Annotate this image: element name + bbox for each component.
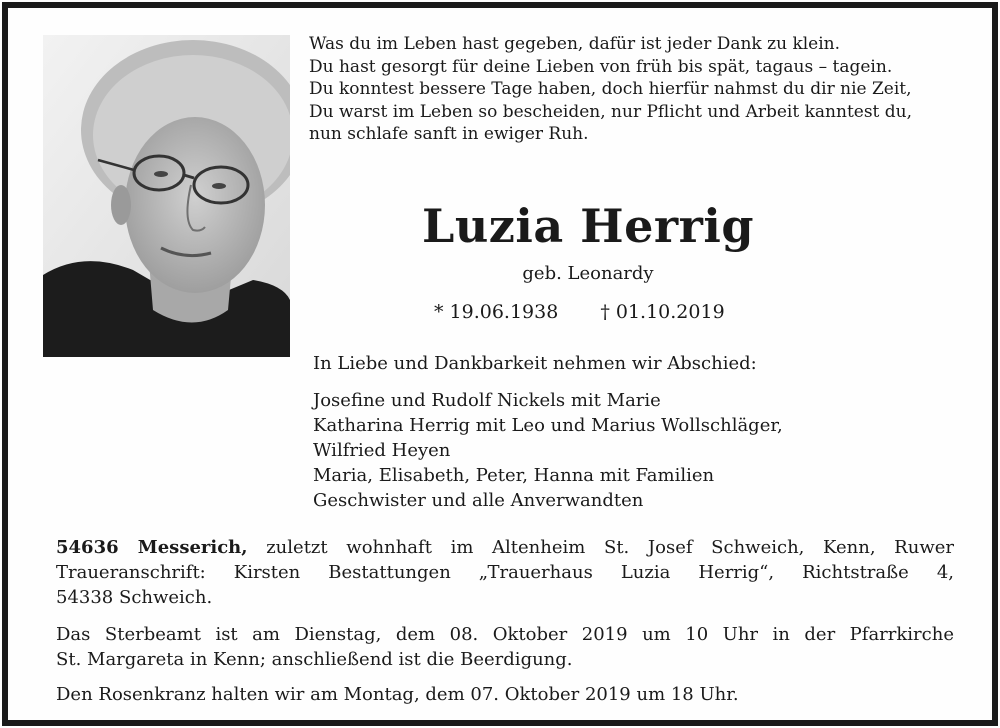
- address-line-2: Traueranschrift: Kirsten Bestattungen „Trauerhaus Luzia Herrig“, Richtstraße 4,: [56, 562, 954, 583]
- mourners-list: [313, 388, 783, 513]
- address-place: 54636 Messerich,: [56, 537, 248, 558]
- poem-line: Was du im Leben hast gegeben, dafür ist jeder Dank zu klein.: [309, 34, 841, 54]
- obituary-frame: [2, 2, 998, 726]
- mourner-line: Maria, Elisabeth, Peter, Hanna mit Familien: [313, 465, 715, 486]
- mourner-line: Wilfried Heyen: [313, 440, 451, 461]
- maiden-name: geb. Leonardy: [522, 263, 654, 284]
- rosary-block: [56, 682, 954, 707]
- portrait-image: [43, 35, 290, 357]
- address-line-3: 54338 Schweich.: [56, 587, 213, 608]
- life-dates: [434, 301, 725, 323]
- memorial-poem: [309, 33, 912, 146]
- poem-line: Du konntest bessere Tage haben, doch hierfür nahmst du dir nie Zeit,: [309, 79, 912, 100]
- poem-line: Du warst im Leben so bescheiden, nur Pflicht und Arbeit kanntest du,: [309, 101, 913, 122]
- deceased-name: Luzia Herrig: [421, 199, 755, 253]
- birth-date: * 19.06.1938: [434, 301, 559, 323]
- poem-line: nun schlafe sanft in ewiger Ruh.: [309, 124, 589, 145]
- portrait-photo: [43, 35, 290, 357]
- address-line-1: [56, 535, 954, 560]
- address-residence: zuletzt wohnhaft im Altenheim St. Josef Schweich, Kenn, Ruwer: [266, 537, 954, 558]
- poem-line: Du hast gesorgt für deine Lieben von früh bis spät, tagaus – tagein.: [309, 56, 893, 77]
- farewell-line: In Liebe und Dankbarkeit nehmen wir Abschied:: [313, 353, 757, 374]
- mourner-line: Katharina Herrig mit Leo und Marius Wollschläger,: [313, 415, 783, 436]
- service-line-2: St. Margareta in Kenn; anschließend ist die Beerdigung.: [56, 649, 573, 670]
- service-block: [56, 622, 954, 672]
- mourner-line: Geschwister und alle Anverwandten: [313, 490, 644, 511]
- death-date: † 01.10.2019: [600, 301, 725, 323]
- rosary-line: Den Rosenkranz halten wir am Montag, dem 07. Oktober 2019 um 18 Uhr.: [56, 684, 739, 705]
- service-line-1: Das Sterbeamt ist am Dienstag, dem 08. Oktober 2019 um 10 Uhr in der Pfarrkirche: [56, 624, 954, 645]
- address-block: [56, 535, 954, 610]
- mourner-line: Josefine und Rudolf Nickels mit Marie: [313, 390, 661, 411]
